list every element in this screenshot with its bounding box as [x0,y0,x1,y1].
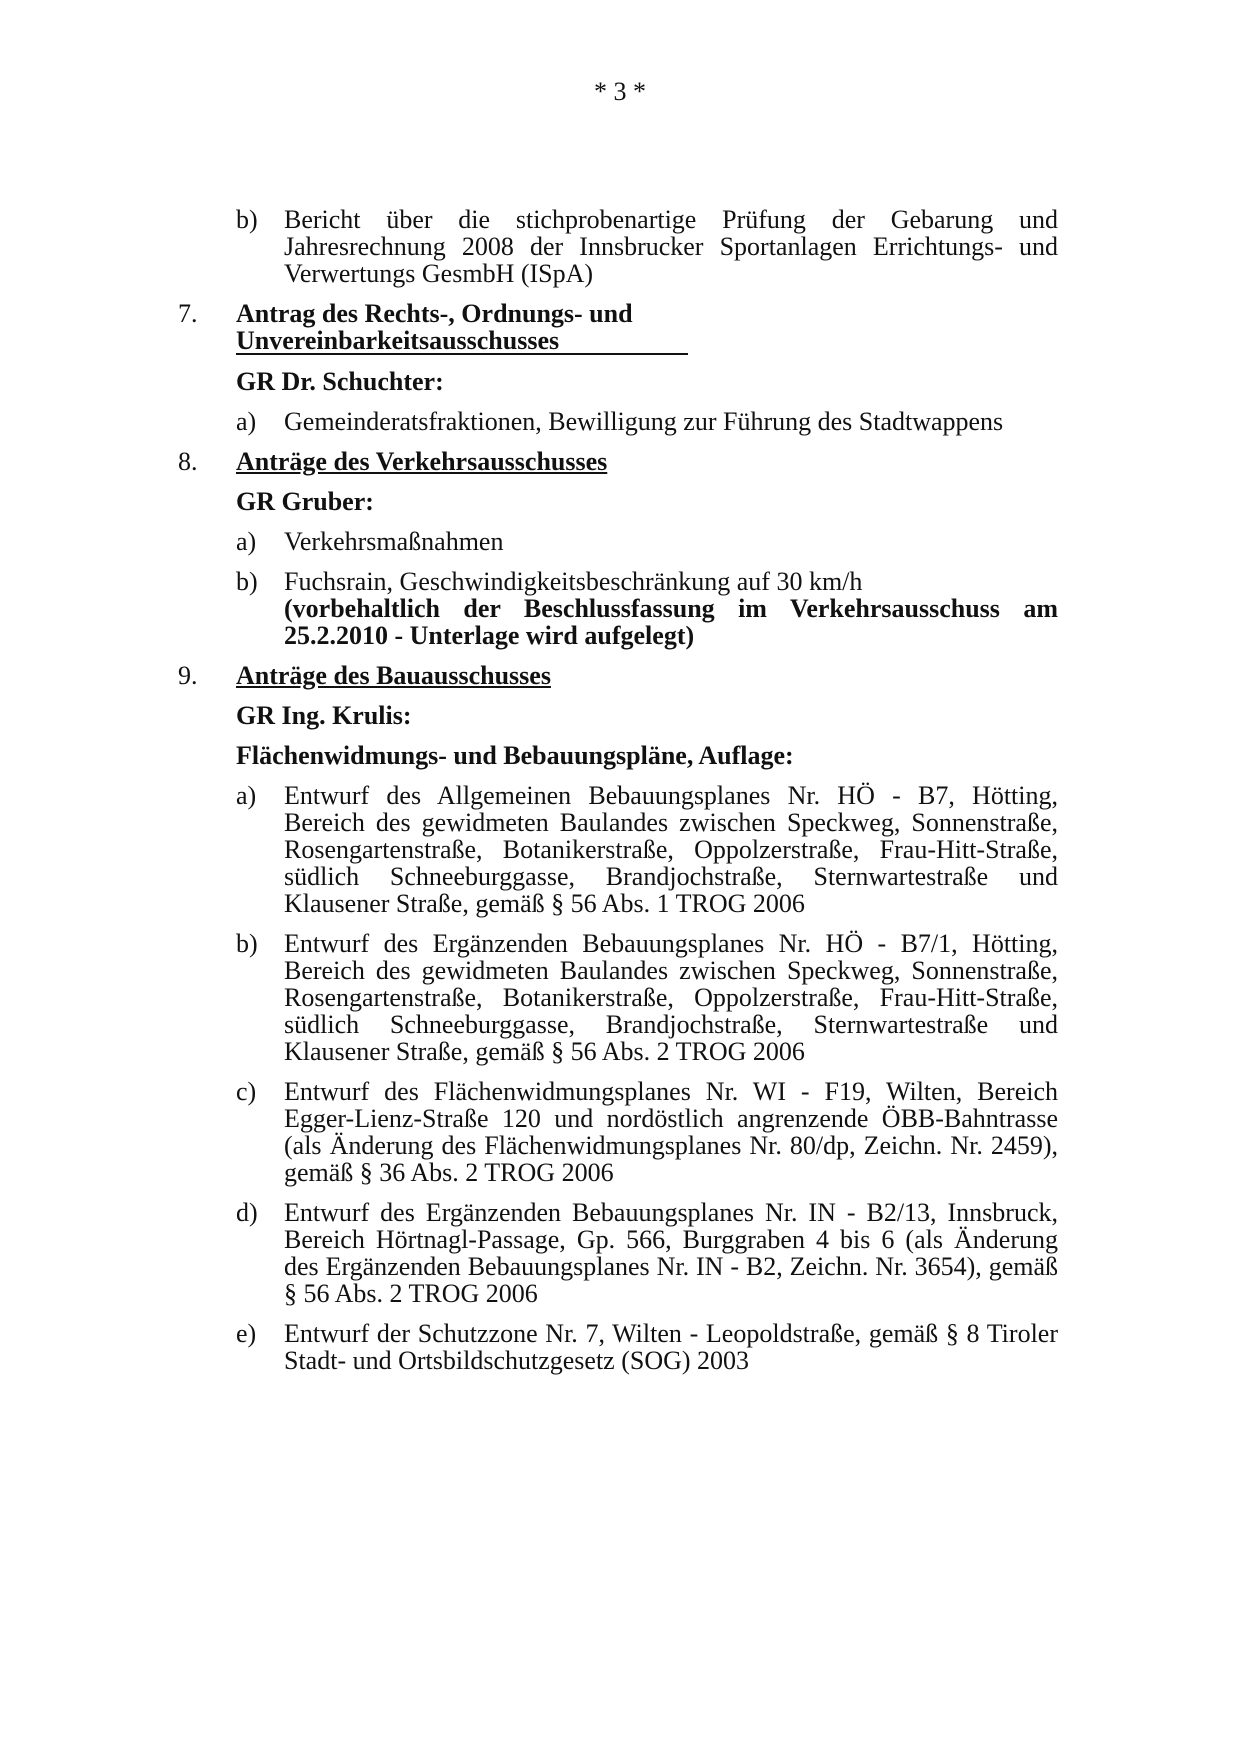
item-text: Fuchsrain, Geschwindigkeitsbeschränkung auf 30 km/h [284,567,863,596]
item-text: Verkehrsmaßnahmen [284,527,504,556]
item-text: Bericht über die stichprobenartige Prüfung der Gebarung und Jahresrechnung 2008 der Innsbrucker Sportanlagen Errichtungs- und Verwertungs GesmbH (ISpA) [284,205,1058,288]
section-title-line2: Unvereinbarkeitsausschusses [236,328,688,355]
item-letter: a) [236,527,257,556]
section-title: Anträge des Bauausschusses [236,661,551,690]
section-7-rapporteur: GR Dr. Schuchter: [236,367,444,396]
section-title: Anträge des Verkehrsausschusses [236,447,608,476]
section-7-heading [178,300,1058,355]
item-note: (vorbehaltlich der Beschlussfassung im Verkehrsausschuss am 25.2.2010 - Unterlage wird aufgelegt) [284,594,1058,650]
agenda-item-8a [236,528,1058,555]
item-text: Entwurf des Flächenwidmungsplanes Nr. WI - F19, Wilten, Bereich Egger-Lienz-Straße 120 und nordöstlich angrenzende ÖBB-Bahntrasse (als Änderung des Flächenwidmungsplanes Nr. 80/dp, Zeichn. Nr. 2459), gemäß § 36 Abs. 2 TROG 2006 [284,1077,1058,1187]
item-letter: b) [236,205,258,234]
agenda-item-9c [236,1078,1058,1186]
item-text: Gemeinderatsfraktionen, Bewilligung zur Führung des Stadtwappens [284,407,1004,436]
section-number: 7. [178,299,198,328]
item-text: Entwurf des Ergänzenden Bebauungsplanes Nr. IN - B2/13, Innsbruck, Bereich Hörtnagl-Passage, Gp. 566, Burggraben 4 bis 6 (als Änderung des Ergänzenden Bebauungsplanes Nr. IN - B2, Zeichn. Nr. 3654), gemäß § 56 Abs. 2 TROG 2006 [284,1198,1058,1308]
item-text: Entwurf der Schutzzone Nr. 7, Wilten - Leopoldstraße, gemäß § 8 Tiroler Stadt- und Ortsbildschutzgesetz (SOG) 2003 [284,1319,1058,1375]
section-number: 9. [178,661,198,690]
item-letter: e) [236,1319,257,1348]
section-title-line1: Antrag des Rechts-, Ordnungs- und [236,299,633,328]
agenda-item-9d [236,1199,1058,1307]
item-letter: a) [236,781,257,810]
section-title [236,300,1058,355]
item-letter: d) [236,1198,258,1227]
agenda-item-9b [236,930,1058,1065]
agenda-item-6b [236,206,1058,287]
section-8-heading [178,448,1058,475]
item-letter: b) [236,929,258,958]
item-letter: a) [236,407,257,436]
agenda-content [178,206,1058,1387]
item-letter: c) [236,1077,257,1106]
section-9-heading [178,662,1058,689]
agenda-item-8b [236,568,1058,649]
section-9-rapporteur: GR Ing. Krulis: [236,701,412,730]
section-9-subheading: Flächenwidmungs- und Bebauungspläne, Auflage: [236,741,794,770]
page-number: * 3 * [594,77,646,106]
section-8-rapporteur: GR Gruber: [236,487,374,516]
item-text: Entwurf des Ergänzenden Bebauungsplanes Nr. HÖ - B7/1, Hötting, Bereich des gewidmeten Baulandes zwischen Speckweg, Sonnenstraße, Rosengartenstraße, Botanikerstraße, Oppolzerstraße, Frau-Hitt-Straße, südlich Schneeburggasse, Brandjochstraße, Sternwartestraße und Klausener Straße, gemäß § 56 Abs. 2 TROG 2006 [284,929,1058,1066]
agenda-item-9e [236,1320,1058,1374]
item-text: Entwurf des Allgemeinen Bebauungsplanes Nr. HÖ - B7, Hötting, Bereich des gewidmeten Baulandes zwischen Speckweg, Sonnenstraße, Rosengartenstraße, Botanikerstraße, Oppolzerstraße, Frau-Hitt-Straße, südlich Schneeburggasse, Brandjochstraße, Sternwartestraße und Klausener Straße, gemäß § 56 Abs. 1 TROG 2006 [284,781,1058,918]
item-body [284,568,1058,649]
agenda-item-9a [236,782,1058,917]
section-number: 8. [178,447,198,476]
agenda-item-7a [236,408,1058,435]
item-letter: b) [236,567,258,596]
